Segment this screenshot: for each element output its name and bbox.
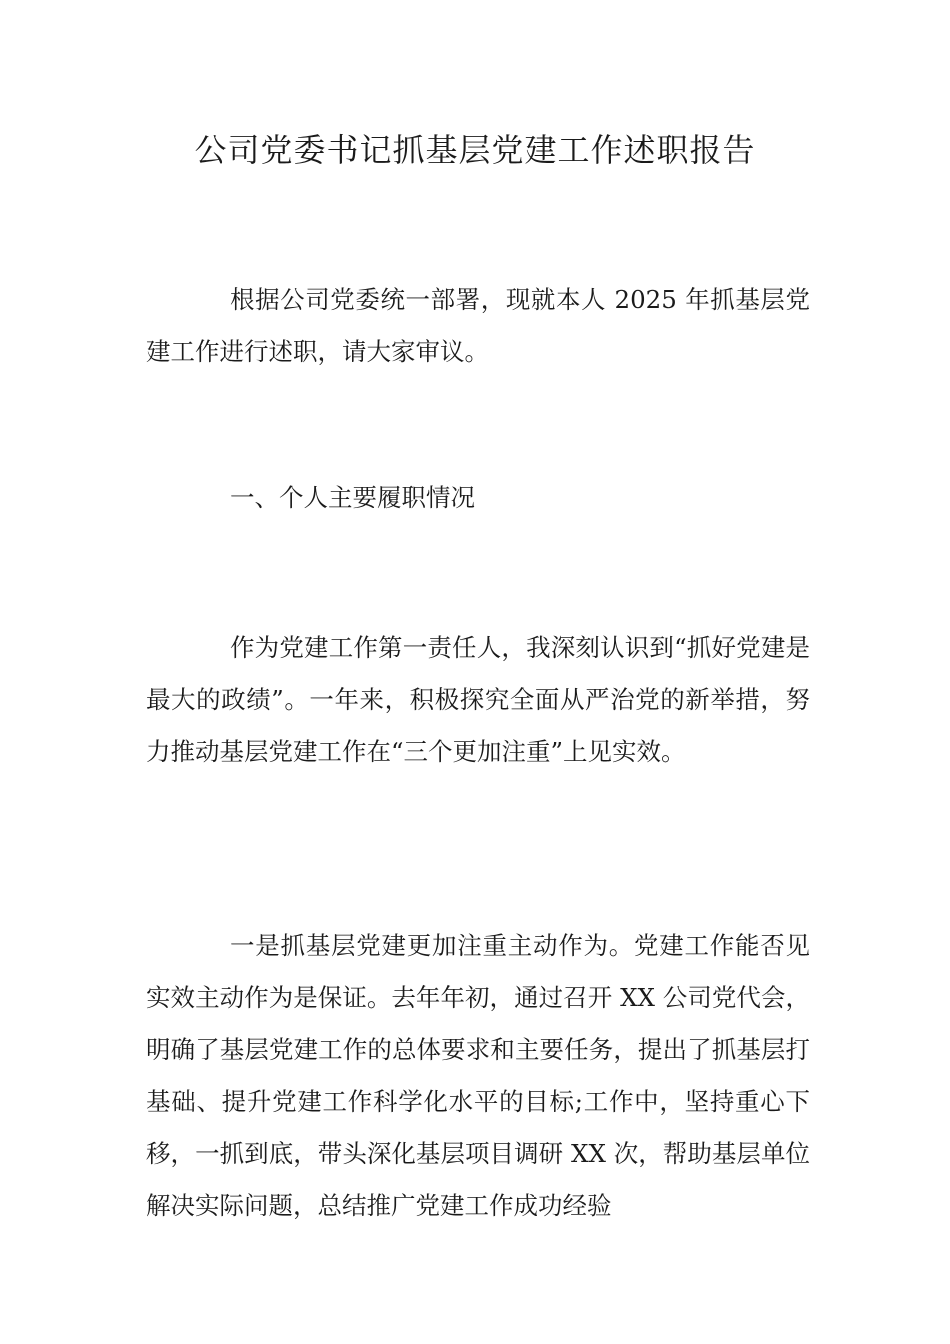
section-heading: 一、个人主要履职情况 <box>230 483 475 512</box>
body-paragraph: 一是抓基层党建更加注重主动作为。党建工作能否见实效主动作为是保证。去年年初，通过召开 XX 公司党代会，明确了基层党建工作的总体要求和主要任务，提出了抓基层打基础、提升党建工作科学化水平的目标;工作中，坚持重心下移，一抓到底，带头深化基层项目调研 XX 次，帮助基层单位解决实际问题，总结推广党建工作成功经验 <box>146 931 810 1220</box>
document-title: 公司党委书记抓基层党建工作述职报告 <box>194 131 756 169</box>
intro-paragraph: 根据公司党委统一部署，现就本人 2025 年抓基层党建工作进行述职，请大家审议。 <box>146 285 810 366</box>
body-paragraph: 作为党建工作第一责任人，我深刻认识到“抓好党建是最大的政绩”。一年来，积极探究全面从严治党的新举措，努力推动基层党建工作在“三个更加注重”上见实效。 <box>146 633 810 766</box>
